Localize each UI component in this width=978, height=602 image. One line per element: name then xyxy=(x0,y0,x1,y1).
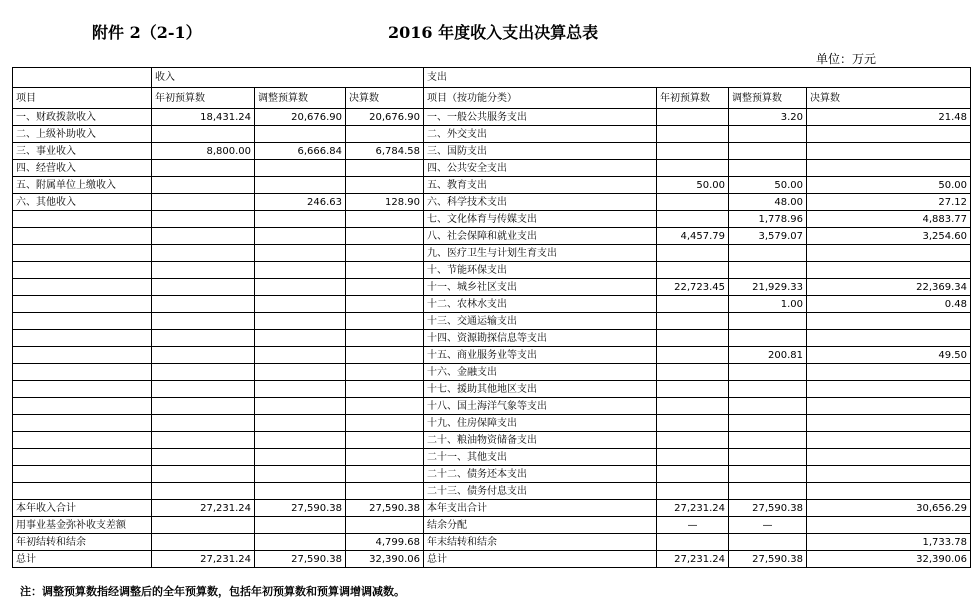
cell-income-item: 三、事业收入 xyxy=(13,143,152,160)
cell-income-initial xyxy=(152,466,255,483)
cell-expense-initial: — xyxy=(657,517,729,534)
table-row xyxy=(13,347,971,364)
cell-income-final xyxy=(346,364,424,381)
cell-expense-initial xyxy=(657,364,729,381)
cell-income-adjusted xyxy=(255,466,346,483)
cell-income-item xyxy=(13,415,152,432)
cell-income-item: 用事业基金弥补收支差额 xyxy=(13,517,152,534)
cell-expense-item: 六、科学技术支出 xyxy=(424,194,657,211)
cell-income-initial xyxy=(152,228,255,245)
cell-expense-final xyxy=(807,381,971,398)
cell-expense-initial xyxy=(657,449,729,466)
cell-expense-initial xyxy=(657,398,729,415)
cell-expense-item: 五、教育支出 xyxy=(424,177,657,194)
cell-income-final xyxy=(346,398,424,415)
cell-income-initial: 27,231.24 xyxy=(152,551,255,568)
table-row xyxy=(13,517,971,534)
cell-expense-adjusted xyxy=(729,432,807,449)
cell-expense-final: 30,656.29 xyxy=(807,500,971,517)
table-row xyxy=(13,432,971,449)
cell-expense-adjusted xyxy=(729,415,807,432)
cell-expense-item: 十八、国土海洋气象等支出 xyxy=(424,398,657,415)
cell-expense-final xyxy=(807,398,971,415)
cell-income-final xyxy=(346,415,424,432)
cell-expense-adjusted xyxy=(729,466,807,483)
cell-income-adjusted xyxy=(255,432,346,449)
cell-expense-initial xyxy=(657,160,729,177)
cell-expense-adjusted xyxy=(729,330,807,347)
cell-income-item xyxy=(13,398,152,415)
cell-income-final: 32,390.06 xyxy=(346,551,424,568)
table-row xyxy=(13,177,971,194)
cell-income-item xyxy=(13,262,152,279)
table-row xyxy=(13,449,971,466)
cell-expense-adjusted xyxy=(729,483,807,500)
cell-expense-initial: 22,723.45 xyxy=(657,279,729,296)
table-row xyxy=(13,381,971,398)
cell-expense-initial xyxy=(657,483,729,500)
table-row xyxy=(13,313,971,330)
cell-income-item xyxy=(13,483,152,500)
cell-expense-item: 本年支出合计 xyxy=(424,500,657,517)
cell-expense-adjusted xyxy=(729,398,807,415)
cell-income-adjusted xyxy=(255,262,346,279)
cell-expense-initial xyxy=(657,109,729,126)
cell-expense-adjusted xyxy=(729,262,807,279)
cell-income-initial xyxy=(152,330,255,347)
cell-expense-item: 七、文化体育与传媒支出 xyxy=(424,211,657,228)
cell-expense-adjusted xyxy=(729,143,807,160)
cell-income-adjusted xyxy=(255,245,346,262)
cell-income-item xyxy=(13,228,152,245)
table-row xyxy=(13,228,971,245)
cell-expense-initial xyxy=(657,126,729,143)
cell-expense-adjusted: 3,579.07 xyxy=(729,228,807,245)
cell-income-adjusted: 27,590.38 xyxy=(255,551,346,568)
col-expense-adjusted: 调整预算数 xyxy=(729,88,807,109)
cell-income-initial: 27,231.24 xyxy=(152,500,255,517)
cell-income-final xyxy=(346,211,424,228)
cell-income-final xyxy=(346,330,424,347)
cell-expense-adjusted: 1,778.96 xyxy=(729,211,807,228)
cell-income-final xyxy=(346,432,424,449)
cell-income-final xyxy=(346,160,424,177)
cell-income-item: 总计 xyxy=(13,551,152,568)
table-row xyxy=(13,245,971,262)
cell-expense-initial: 50.00 xyxy=(657,177,729,194)
cell-expense-initial xyxy=(657,432,729,449)
cell-expense-final xyxy=(807,313,971,330)
cell-income-initial xyxy=(152,398,255,415)
cell-expense-item: 十五、商业服务业等支出 xyxy=(424,347,657,364)
cell-expense-initial: 27,231.24 xyxy=(657,551,729,568)
cell-expense-item: 结余分配 xyxy=(424,517,657,534)
col-income-adjusted: 调整预算数 xyxy=(255,88,346,109)
page-title: 2016 年度收入支出决算总表 xyxy=(388,23,599,42)
cell-income-item xyxy=(13,466,152,483)
cell-income-initial xyxy=(152,364,255,381)
cell-expense-final xyxy=(807,330,971,347)
cell-income-initial xyxy=(152,211,255,228)
cell-income-initial xyxy=(152,415,255,432)
cell-expense-item: 十四、资源勘探信息等支出 xyxy=(424,330,657,347)
cell-expense-initial xyxy=(657,211,729,228)
cell-income-adjusted xyxy=(255,160,346,177)
cell-expense-item: 十、节能环保支出 xyxy=(424,262,657,279)
cell-income-item xyxy=(13,211,152,228)
cell-income-final: 4,799.68 xyxy=(346,534,424,551)
cell-income-initial: 18,431.24 xyxy=(152,109,255,126)
cell-income-final: 20,676.90 xyxy=(346,109,424,126)
col-income-initial: 年初预算数 xyxy=(152,88,255,109)
cell-expense-adjusted xyxy=(729,126,807,143)
cell-expense-item: 十九、住房保障支出 xyxy=(424,415,657,432)
table-row xyxy=(13,466,971,483)
cell-expense-item: 一、一般公共服务支出 xyxy=(424,109,657,126)
cell-expense-adjusted: 27,590.38 xyxy=(729,500,807,517)
cell-income-initial xyxy=(152,517,255,534)
cell-expense-final xyxy=(807,517,971,534)
cell-income-item: 二、上级补助收入 xyxy=(13,126,152,143)
cell-expense-initial xyxy=(657,296,729,313)
cell-expense-adjusted: 27,590.38 xyxy=(729,551,807,568)
cell-income-adjusted: 20,676.90 xyxy=(255,109,346,126)
cell-income-adjusted xyxy=(255,211,346,228)
cell-expense-initial: 4,457.79 xyxy=(657,228,729,245)
cell-income-adjusted xyxy=(255,483,346,500)
cell-expense-adjusted: 3.20 xyxy=(729,109,807,126)
col-expense-final: 决算数 xyxy=(807,88,971,109)
cell-expense-final: 1,733.78 xyxy=(807,534,971,551)
cell-expense-final: 27.12 xyxy=(807,194,971,211)
cell-expense-adjusted xyxy=(729,364,807,381)
cell-expense-adjusted xyxy=(729,245,807,262)
attachment-label: 附件 2（2-1） xyxy=(92,23,202,42)
cell-income-adjusted xyxy=(255,296,346,313)
cell-expense-final: 32,390.06 xyxy=(807,551,971,568)
cell-income-final xyxy=(346,381,424,398)
table-row xyxy=(13,126,971,143)
cell-income-item: 六、其他收入 xyxy=(13,194,152,211)
table-row xyxy=(13,364,971,381)
expense-section-header: 支出 xyxy=(424,68,971,88)
table-row xyxy=(13,194,971,211)
cell-expense-item: 九、医疗卫生与计划生育支出 xyxy=(424,245,657,262)
cell-expense-final xyxy=(807,262,971,279)
cell-income-initial xyxy=(152,483,255,500)
cell-expense-initial xyxy=(657,245,729,262)
cell-expense-initial xyxy=(657,313,729,330)
cell-income-initial xyxy=(152,126,255,143)
table-row xyxy=(13,160,971,177)
table-row xyxy=(13,551,971,568)
cell-income-initial xyxy=(152,534,255,551)
cell-income-item xyxy=(13,313,152,330)
cell-expense-initial xyxy=(657,330,729,347)
cell-expense-initial xyxy=(657,262,729,279)
table-row xyxy=(13,398,971,415)
cell-income-item: 一、财政拨款收入 xyxy=(13,109,152,126)
cell-income-final xyxy=(346,262,424,279)
cell-income-initial xyxy=(152,347,255,364)
cell-expense-item: 十六、金融支出 xyxy=(424,364,657,381)
cell-income-final xyxy=(346,449,424,466)
table-row xyxy=(13,109,971,126)
cell-income-item: 四、经营收入 xyxy=(13,160,152,177)
cell-income-item xyxy=(13,381,152,398)
table-row xyxy=(13,534,971,551)
cell-expense-final xyxy=(807,449,971,466)
cell-expense-final: 21.48 xyxy=(807,109,971,126)
cell-income-adjusted xyxy=(255,415,346,432)
col-expense-initial: 年初预算数 xyxy=(657,88,729,109)
cell-expense-item: 十七、援助其他地区支出 xyxy=(424,381,657,398)
cell-income-initial xyxy=(152,160,255,177)
cell-income-initial xyxy=(152,432,255,449)
cell-income-final: 27,590.38 xyxy=(346,500,424,517)
cell-income-item xyxy=(13,449,152,466)
table-row xyxy=(13,262,971,279)
cell-expense-final: 4,883.77 xyxy=(807,211,971,228)
cell-expense-initial xyxy=(657,415,729,432)
cell-income-item xyxy=(13,432,152,449)
table-row xyxy=(13,483,971,500)
footnote: 注：调整预算数指经调整后的全年预算数，包括年初预算数和预算调增调减数。 xyxy=(20,585,405,598)
cell-income-initial xyxy=(152,296,255,313)
cell-income-initial xyxy=(152,313,255,330)
table-row xyxy=(13,415,971,432)
col-income-final: 决算数 xyxy=(346,88,424,109)
cell-income-adjusted xyxy=(255,534,346,551)
cell-income-adjusted xyxy=(255,228,346,245)
cell-expense-final xyxy=(807,245,971,262)
cell-income-item xyxy=(13,279,152,296)
cell-expense-initial xyxy=(657,143,729,160)
cell-income-final xyxy=(346,296,424,313)
cell-income-adjusted xyxy=(255,279,346,296)
cell-expense-final: 22,369.34 xyxy=(807,279,971,296)
cell-expense-initial xyxy=(657,534,729,551)
cell-income-adjusted xyxy=(255,177,346,194)
cell-income-item xyxy=(13,296,152,313)
cell-expense-adjusted: 48.00 xyxy=(729,194,807,211)
cell-income-initial xyxy=(152,279,255,296)
column-header-row xyxy=(13,88,971,109)
cell-expense-final xyxy=(807,126,971,143)
cell-income-adjusted xyxy=(255,347,346,364)
cell-income-adjusted xyxy=(255,330,346,347)
cell-income-final xyxy=(346,177,424,194)
cell-income-initial xyxy=(152,177,255,194)
cell-expense-item: 总计 xyxy=(424,551,657,568)
cell-income-initial xyxy=(152,262,255,279)
cell-income-item: 年初结转和结余 xyxy=(13,534,152,551)
section-header-row xyxy=(13,68,971,88)
cell-income-final xyxy=(346,517,424,534)
cell-expense-adjusted: 1.00 xyxy=(729,296,807,313)
cell-expense-final: 0.48 xyxy=(807,296,971,313)
cell-expense-item: 二十二、债务还本支出 xyxy=(424,466,657,483)
cell-income-final xyxy=(346,347,424,364)
cell-expense-final xyxy=(807,415,971,432)
cell-income-item: 本年收入合计 xyxy=(13,500,152,517)
cell-income-initial xyxy=(152,245,255,262)
cell-expense-item: 二十、粮油物资储备支出 xyxy=(424,432,657,449)
cell-income-final xyxy=(346,483,424,500)
cell-income-final xyxy=(346,126,424,143)
table-row xyxy=(13,500,971,517)
cell-income-item xyxy=(13,364,152,381)
cell-income-item: 五、附属单位上缴收入 xyxy=(13,177,152,194)
table-row xyxy=(13,330,971,347)
cell-expense-adjusted: 200.81 xyxy=(729,347,807,364)
cell-expense-item: 二十一、其他支出 xyxy=(424,449,657,466)
cell-expense-adjusted xyxy=(729,534,807,551)
table-row xyxy=(13,211,971,228)
cell-income-initial xyxy=(152,449,255,466)
cell-expense-final xyxy=(807,466,971,483)
cell-income-initial xyxy=(152,381,255,398)
cell-expense-item: 十一、城乡社区支出 xyxy=(424,279,657,296)
col-income-item: 项目 xyxy=(13,88,152,109)
budget-summary-table xyxy=(12,67,971,568)
cell-income-adjusted xyxy=(255,126,346,143)
cell-expense-final: 3,254.60 xyxy=(807,228,971,245)
cell-expense-initial xyxy=(657,347,729,364)
cell-expense-final xyxy=(807,432,971,449)
cell-income-adjusted: 6,666.84 xyxy=(255,143,346,160)
cell-income-final: 6,784.58 xyxy=(346,143,424,160)
cell-expense-item: 十三、交通运输支出 xyxy=(424,313,657,330)
unit-label: 单位：万元 xyxy=(816,52,877,66)
cell-expense-initial xyxy=(657,381,729,398)
cell-income-adjusted: 27,590.38 xyxy=(255,500,346,517)
cell-income-final xyxy=(346,228,424,245)
cell-income-adjusted xyxy=(255,517,346,534)
cell-expense-item: 年末结转和结余 xyxy=(424,534,657,551)
col-expense-item: 项目（按功能分类） xyxy=(424,88,657,109)
cell-expense-item: 四、公共安全支出 xyxy=(424,160,657,177)
cell-expense-adjusted: 21,929.33 xyxy=(729,279,807,296)
cell-expense-adjusted: 50.00 xyxy=(729,177,807,194)
cell-income-item xyxy=(13,245,152,262)
cell-income-initial xyxy=(152,194,255,211)
cell-expense-item: 十二、农林水支出 xyxy=(424,296,657,313)
cell-income-final xyxy=(346,466,424,483)
cell-expense-initial xyxy=(657,466,729,483)
cell-income-final: 128.90 xyxy=(346,194,424,211)
cell-expense-item: 二、外交支出 xyxy=(424,126,657,143)
cell-income-adjusted xyxy=(255,381,346,398)
cell-expense-item: 二十三、债务付息支出 xyxy=(424,483,657,500)
cell-expense-adjusted xyxy=(729,313,807,330)
cell-income-adjusted xyxy=(255,449,346,466)
table-row xyxy=(13,296,971,313)
cell-income-initial: 8,800.00 xyxy=(152,143,255,160)
table-row xyxy=(13,143,971,160)
cell-income-item xyxy=(13,347,152,364)
cell-expense-final xyxy=(807,143,971,160)
cell-expense-adjusted: — xyxy=(729,517,807,534)
income-section-header: 收入 xyxy=(152,68,424,88)
cell-income-adjusted xyxy=(255,313,346,330)
cell-expense-final: 50.00 xyxy=(807,177,971,194)
cell-income-final xyxy=(346,313,424,330)
cell-expense-initial xyxy=(657,194,729,211)
cell-expense-initial: 27,231.24 xyxy=(657,500,729,517)
cell-expense-final xyxy=(807,160,971,177)
cell-expense-final: 49.50 xyxy=(807,347,971,364)
cell-expense-final xyxy=(807,364,971,381)
cell-income-item xyxy=(13,330,152,347)
cell-expense-adjusted xyxy=(729,160,807,177)
cell-expense-final xyxy=(807,483,971,500)
cell-expense-adjusted xyxy=(729,381,807,398)
cell-expense-item: 八、社会保障和就业支出 xyxy=(424,228,657,245)
cell-expense-item: 三、国防支出 xyxy=(424,143,657,160)
cell-income-final xyxy=(346,279,424,296)
cell-expense-adjusted xyxy=(729,449,807,466)
cell-income-adjusted xyxy=(255,364,346,381)
cell-income-adjusted xyxy=(255,398,346,415)
cell-income-final xyxy=(346,245,424,262)
table-row xyxy=(13,279,971,296)
cell-income-adjusted: 246.63 xyxy=(255,194,346,211)
blank-cell xyxy=(13,68,152,88)
